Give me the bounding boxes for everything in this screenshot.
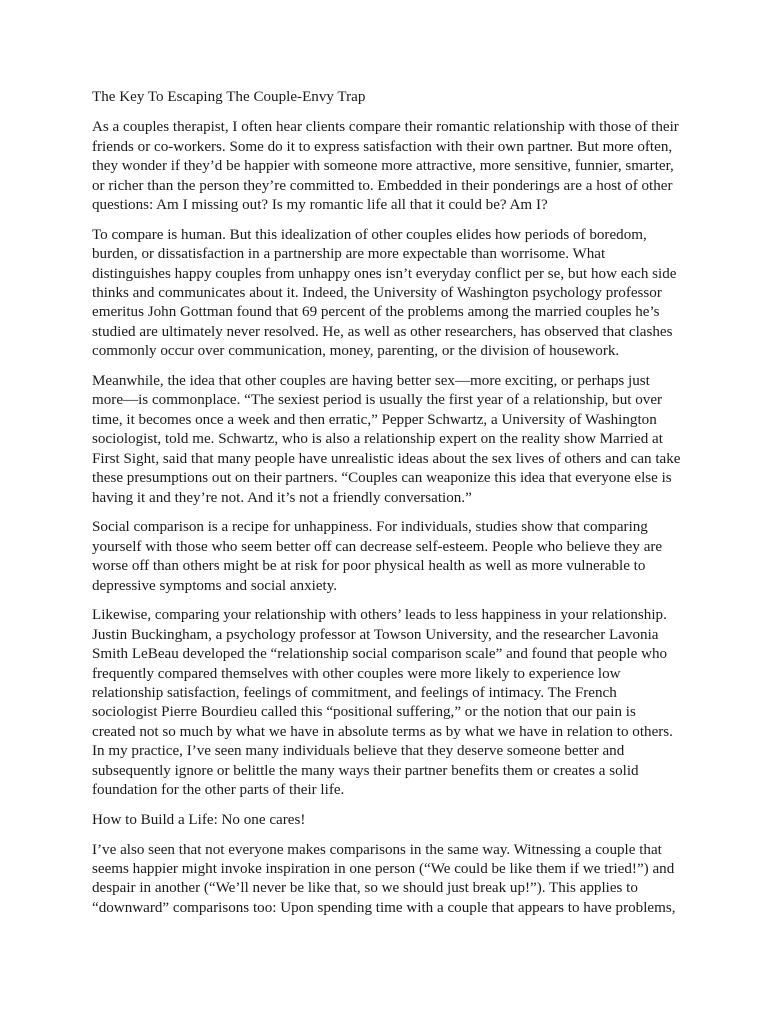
text-line: commonly occur over communication, money, parenting, or the division of housework. bbox=[92, 343, 620, 360]
paragraph bbox=[92, 372, 681, 508]
paragraph bbox=[92, 118, 679, 215]
text-line: subsequently ignore or belittle the many ways their partner benefits them or creates a solid bbox=[92, 762, 639, 779]
text-line: more—is commonplace. “The sexiest period is usually the first year of a relationship, but over bbox=[92, 392, 663, 409]
text-line: they wonder if they’d be happier with someone more attractive, more sensitive, funnier, smarter, bbox=[92, 158, 674, 175]
paragraph bbox=[92, 226, 676, 362]
text-line: emeritus John Gottman found that 69 percent of the problems among the married couples he’s bbox=[92, 304, 660, 321]
text-line: First Sight, said that many people have unrealistic ideas about the sex lives of others and can take bbox=[92, 450, 681, 467]
text-line: time, it becomes once a week and then erratic,” Pepper Schwartz, a University of Washington bbox=[92, 411, 657, 428]
paragraph bbox=[92, 606, 676, 800]
document-title: The Key To Escaping The Couple-Envy Trap bbox=[92, 89, 366, 105]
text-line: seems happier might invoke inspiration in one person (“We could be like them if we tried!”) and bbox=[92, 860, 675, 877]
paragraph bbox=[92, 518, 676, 596]
text-line: burden, or dissatisfaction in a partnership are more expectable than worrisome. What bbox=[92, 246, 606, 263]
text-line: Meanwhile, the idea that other couples are having better sex—more exciting, or perhaps just bbox=[92, 373, 650, 390]
text-line: studied are ultimately never resolved. He, as well as other researchers, has observed that clashes bbox=[92, 323, 673, 340]
text-line: Likewise, comparing your relationship with others’ leads to less happiness in your relationship. bbox=[92, 607, 667, 624]
text-line: How to Build a Life: No one cares! bbox=[92, 811, 306, 828]
text-line: I’ve also seen that not everyone makes comparisons in the same way. Witnessing a couple that bbox=[92, 841, 662, 858]
text-line: foundation for the other parts of their life. bbox=[92, 781, 345, 798]
text-line: sociologist, told me. Schwartz, who is also a relationship expert on the reality show Married at bbox=[92, 431, 663, 448]
text-line: frequently compared themselves with other couples were more likely to experience low bbox=[92, 665, 621, 682]
document-page bbox=[92, 88, 681, 929]
text-line: these presumptions out on their partners. “Couples can weaponize this idea that everyone else is bbox=[92, 470, 672, 487]
text-line: created not so much by what we have in absolute terms as by what we have in relation to others. bbox=[92, 723, 673, 740]
text-line: yourself with those who seem better off can decrease self-esteem. People who believe they are bbox=[92, 538, 663, 555]
paragraph bbox=[92, 811, 676, 830]
text-line: questions: Am I missing out? Is my romantic life all that it could be? Am I? bbox=[92, 197, 548, 214]
text-line: Social comparison is a recipe for unhappiness. For individuals, studies show that comparing bbox=[92, 519, 648, 536]
text-line: Smith LeBeau developed the “relationship social comparison scale” and found that people who bbox=[92, 646, 668, 663]
text-line: having it and they’re not. And it’s not a friendly conversation.” bbox=[92, 489, 472, 506]
text-line: depressive symptoms and social anxiety. bbox=[92, 577, 338, 594]
text-line: In my practice, I’ve seen many individuals believe that they deserve someone better and bbox=[92, 743, 625, 760]
text-line: As a couples therapist, I often hear clients compare their romantic relationship with those of their bbox=[92, 119, 679, 136]
text-line: distinguishes happy couples from unhappy ones isn’t everyday conflict per se, but how each side bbox=[92, 265, 677, 282]
text-line: or richer than the person they’re committed to. Embedded in their ponderings are a host of other bbox=[92, 177, 673, 194]
text-line: Justin Buckingham, a psychology professor at Towson University, and the researcher Lavonia bbox=[92, 626, 659, 643]
text-line: “downward” comparisons too: Upon spending time with a couple that appears to have problems, bbox=[92, 899, 676, 916]
paragraph bbox=[92, 841, 676, 919]
text-line: To compare is human. But this idealization of other couples elides how periods of boredom, bbox=[92, 226, 647, 243]
text-line: friends or co-workers. Some do it to express satisfaction with their own partner. But more often, bbox=[92, 138, 673, 155]
text-line: sociologist Pierre Bourdieu called this “positional suffering,” or the notion that our pain is bbox=[92, 704, 636, 721]
text-line: worse off than others might be at risk for poor physical health as well as more vulnerable to bbox=[92, 558, 646, 575]
document-body bbox=[92, 118, 681, 918]
text-line: thinks and communicates about it. Indeed, the University of Washington psychology professor bbox=[92, 285, 662, 302]
text-line: despair in another (“We’ll never be like that, so we should just break up!”). This applies to bbox=[92, 880, 638, 897]
text-line: relationship satisfaction, feelings of commitment, and feelings of intimacy. The French bbox=[92, 684, 617, 701]
